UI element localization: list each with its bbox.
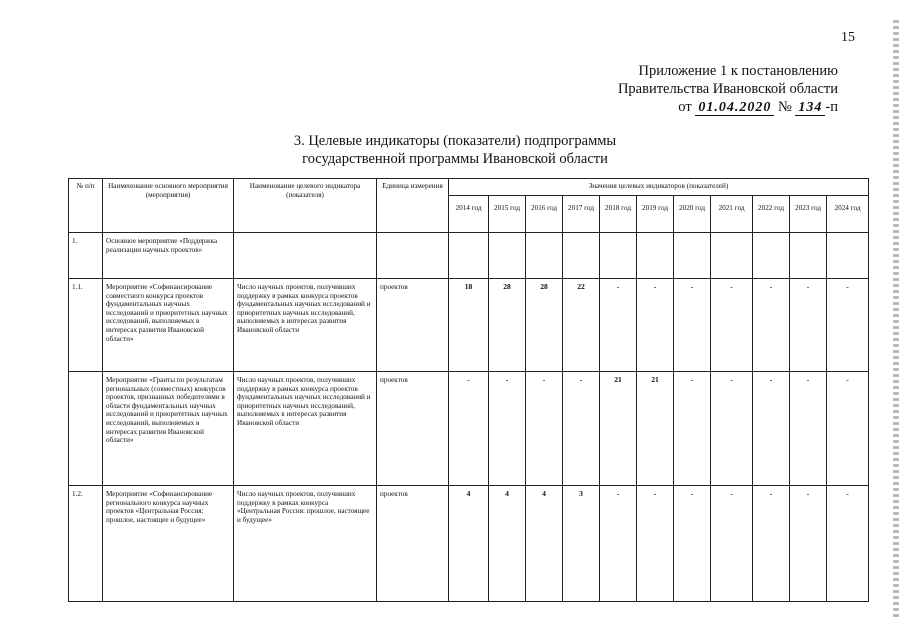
value-cell: - bbox=[790, 486, 827, 602]
appendix-line-2: Правительства Ивановской области bbox=[617, 81, 838, 97]
value-cell bbox=[637, 233, 674, 279]
year-header: 2024 год bbox=[827, 196, 869, 233]
year-header: 2014 год bbox=[449, 196, 489, 233]
appendix-header bbox=[540, 62, 838, 116]
value-cell: - bbox=[711, 372, 753, 486]
value-cell: 4 bbox=[489, 486, 526, 602]
indicators-table bbox=[68, 178, 869, 602]
value-cell: - bbox=[674, 279, 711, 372]
resolution-number: 134 bbox=[795, 101, 825, 116]
table-row bbox=[69, 233, 869, 279]
year-header: 2021 год bbox=[711, 196, 753, 233]
unit-cell: проектов bbox=[377, 279, 449, 372]
value-cell: - bbox=[449, 372, 489, 486]
appendix-ot: от bbox=[678, 99, 692, 115]
value-cell: - bbox=[827, 486, 869, 602]
value-cell bbox=[711, 233, 753, 279]
header-row-1 bbox=[69, 179, 869, 196]
value-cell: 3 bbox=[563, 486, 600, 602]
header-unit: Единица измерения bbox=[377, 179, 449, 233]
row-number: 1.1. bbox=[69, 279, 103, 372]
event-name: Мероприятие «Софинансирование регионального конкурса научных проектов «Центральная Россия: прошлое, настоящее и будущее» bbox=[103, 486, 234, 602]
value-cell bbox=[449, 233, 489, 279]
value-cell bbox=[526, 233, 563, 279]
value-cell: 21 bbox=[637, 372, 674, 486]
value-cell: - bbox=[600, 279, 637, 372]
value-cell bbox=[827, 233, 869, 279]
year-header: 2017 год bbox=[563, 196, 600, 233]
value-cell: - bbox=[753, 279, 790, 372]
number-suffix: -п bbox=[825, 99, 838, 115]
event-name: Основное мероприятие «Поддержка реализации научных проектов» bbox=[103, 233, 234, 279]
value-cell: - bbox=[711, 486, 753, 602]
header-event: Наименование основного мероприятия (мероприятия) bbox=[103, 179, 234, 233]
title-line-2: государственной программы Ивановской области bbox=[302, 151, 608, 167]
number-sign: № bbox=[777, 99, 792, 115]
page-number: 15 bbox=[841, 30, 855, 45]
value-cell: - bbox=[674, 372, 711, 486]
indicator-name bbox=[234, 233, 377, 279]
value-cell: 18 bbox=[449, 279, 489, 372]
value-cell: 28 bbox=[526, 279, 563, 372]
value-cell: 21 bbox=[600, 372, 637, 486]
value-cell bbox=[489, 233, 526, 279]
table-row bbox=[69, 279, 869, 372]
unit-cell bbox=[377, 233, 449, 279]
year-header: 2022 год bbox=[753, 196, 790, 233]
document-title bbox=[170, 132, 740, 168]
row-number bbox=[69, 372, 103, 486]
appendix-line-3 bbox=[540, 98, 838, 116]
indicator-name: Число научных проектов, получивших поддержку в рамках конкурса «Центральная Россия: прошлое, настоящее и будущее» bbox=[234, 486, 377, 602]
value-cell bbox=[674, 233, 711, 279]
value-cell: - bbox=[753, 372, 790, 486]
year-header: 2023 год bbox=[790, 196, 827, 233]
value-cell: - bbox=[827, 279, 869, 372]
year-header: 2015 год bbox=[489, 196, 526, 233]
value-cell bbox=[600, 233, 637, 279]
indicator-name: Число научных проектов, получивших поддержку в рамках конкурса проектов фундаментальных научных исследований и приоритетных научных исследований, выполняемых в интересах развития Ивановской области bbox=[234, 279, 377, 372]
value-cell: - bbox=[674, 486, 711, 602]
value-cell: - bbox=[790, 372, 827, 486]
value-cell bbox=[563, 233, 600, 279]
value-cell: - bbox=[489, 372, 526, 486]
header-num: № п/п bbox=[69, 179, 103, 233]
appendix-line-1: Приложение 1 к постановлению bbox=[638, 63, 838, 79]
value-cell: - bbox=[526, 372, 563, 486]
indicator-name: Число научных проектов, получивших поддержку в рамках конкурса проектов фундаментальных научных исследований и приоритетных научных исследований, выполняемых в интересах развития Ивановской области bbox=[234, 372, 377, 486]
value-cell: 4 bbox=[449, 486, 489, 602]
scan-edge bbox=[893, 20, 899, 620]
value-cell bbox=[753, 233, 790, 279]
value-cell: - bbox=[637, 279, 674, 372]
value-cell: 4 bbox=[526, 486, 563, 602]
event-name: Мероприятие «Гранты по результатам региональных (совместных) конкурсов проектов, признанных победителями в области фундаментальных научных исследований и приоритетных научных исследований, выполняемых в интересах развития Ивановской области» bbox=[103, 372, 234, 486]
unit-cell: проектов bbox=[377, 372, 449, 486]
header-indicator: Наименование целевого индикатора (показателя) bbox=[234, 179, 377, 233]
value-cell: - bbox=[753, 486, 790, 602]
value-cell: - bbox=[827, 372, 869, 486]
value-cell: 22 bbox=[563, 279, 600, 372]
year-header: 2020 год bbox=[674, 196, 711, 233]
row-number: 1.2. bbox=[69, 486, 103, 602]
year-header: 2019 год bbox=[637, 196, 674, 233]
header-values: Значения целевых индикаторов (показателей) bbox=[449, 179, 869, 196]
title-line-1: 3. Целевые индикаторы (показатели) подпрограммы bbox=[293, 133, 617, 149]
year-header: 2016 год bbox=[526, 196, 563, 233]
resolution-date: 01.04.2020 bbox=[695, 101, 774, 116]
value-cell: - bbox=[637, 486, 674, 602]
value-cell: - bbox=[600, 486, 637, 602]
value-cell: - bbox=[563, 372, 600, 486]
value-cell: - bbox=[790, 279, 827, 372]
table-row bbox=[69, 486, 869, 602]
row-number: 1. bbox=[69, 233, 103, 279]
unit-cell: проектов bbox=[377, 486, 449, 602]
year-header: 2018 год bbox=[600, 196, 637, 233]
value-cell bbox=[790, 233, 827, 279]
value-cell: - bbox=[711, 279, 753, 372]
value-cell: 28 bbox=[489, 279, 526, 372]
table-row bbox=[69, 372, 869, 486]
event-name: Мероприятие «Софинансирование совместного конкурса проектов фундаментальных научных исследований и приоритетных научных исследований, выполняемых в интересах развития Ивановской области» bbox=[103, 279, 234, 372]
